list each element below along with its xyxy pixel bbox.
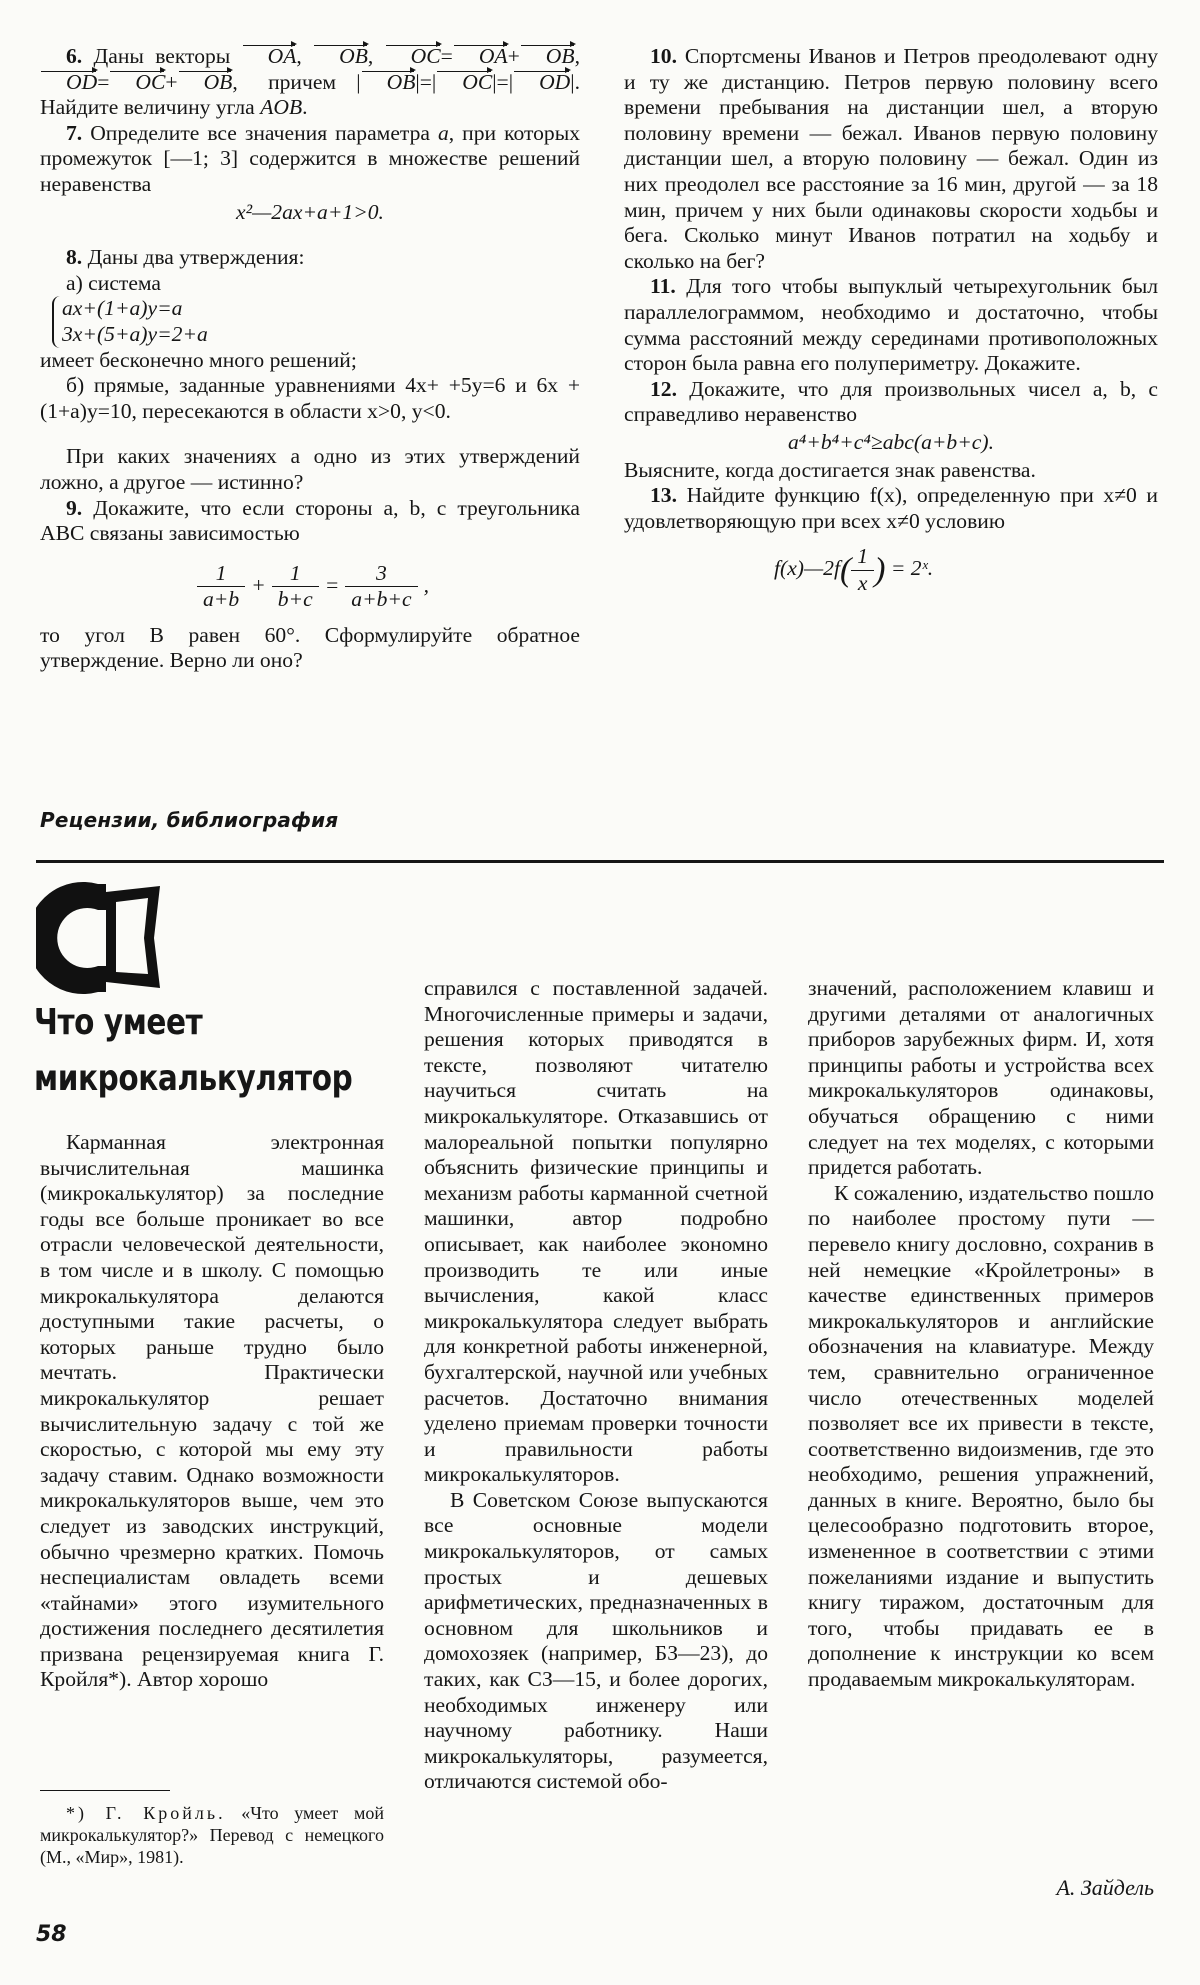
review-column-2 xyxy=(424,976,768,1795)
problem-8-system: ax+(1+a)y=a 3x+(5+a)y=2+a xyxy=(40,296,580,347)
page-number: 58 xyxy=(36,1922,67,1947)
section-label: Рецензии, библиография xyxy=(40,808,339,832)
problems-left-column xyxy=(40,44,580,674)
review-column-1 xyxy=(40,1130,384,1693)
problem-7-formula: x²—2ax+a+1>0. xyxy=(236,199,384,224)
author-signature: А. Зайдель xyxy=(1056,1875,1154,1900)
problem-8-question: При каких значениях a одно из этих утверждений ложно, а другое — истинно? xyxy=(40,444,580,494)
problem-12: 12. Докажите, что для произвольных чисел a, b, c справедливо неравенство xyxy=(624,376,1158,427)
problem-7: 7. Определите все значения параметра a, при которых промежуток [—1; 3] содержится в множестве решений неравенства xyxy=(40,120,581,196)
review-col3-paragraph-1: значений, расположением клавиш и другими деталями от аналогичных приборов зарубежных фирм. И, хотя принципы работы и устройства всех микрокалькуляторов одинаковы, обучаться обращению с ними следует на тех моделях, с которыми придется работать. xyxy=(808,976,1154,1180)
problem-9-formula: $\frac{1}{a+b}$ + $\frac{1}{b+c}$ = $\frac{3}{a+b+c}$ , xyxy=(40,561,580,613)
problem-9-tail: то угол B равен 60°. Сформулируйте обратное утверждение. Верно ли оно? xyxy=(40,622,580,673)
problem-8-a: а) система xyxy=(66,270,162,295)
problem-13: 13. Найдите функцию f(x), определенную при x≠0 и удовлетворяющую при всех x≠0 условию xyxy=(624,483,1158,533)
article-title: Что умеет микрокалькулятор xyxy=(34,1002,353,1099)
review-col2-paragraph-1: справился с поставленной задачей. Многочисленные примеры и задачи, решения которых приводятся в тексте, позволяют читателю научиться считать на микрокалькуляторе. Отказавшись от малореальной попытки популярно объяснить физические принципы и механизм работы карманной счетной машинки, автор подробно описывает, как наиболее экономно производить те или иные вычисления, какой класс микрокалькулятора следует выбрать для конкретной работы инженерной, бухгалтерской, научной или учебных расчетов. Достаточно внимания уделено приемам проверки точности и правильности работы микрокалькуляторов. xyxy=(424,976,768,1487)
section-divider xyxy=(36,860,1164,863)
review-col1-paragraph: Карманная электронная вычислительная машинка (микрокалькулятор) за последние годы все больше проникает во все отрасли человеческой деятельности, в том числе и в школу. С помощью микрокалькулятора делаются доступными такие расчеты, о которых раньше трудно было мечтать. Практически микрокалькулятор решает вычислительную задачу с той же скоростью, с которой мы ему эту задачу ставим. Однако возможности микрокалькуляторов выше, чем это следует из заводских инструкций, обычно чрезмерно кратких. Помочь неспециалистам овладеть всеми «тайнами» этого изумительного достижения последнего десятилетия призвана рецензируемая книга Г. Кройля*). Автор хорошо xyxy=(40,1130,384,1692)
problem-8-a-tail: имеет бесконечно много решений; xyxy=(40,347,357,372)
footnote: *) Г. Кройль. «Что умеет мой микрокалькулятор?» Перевод с немецкого (М., «Мир», 1981). xyxy=(40,1803,384,1867)
problem-8: 8. Даны два утверждения: xyxy=(66,245,305,270)
problem-8-b: б) прямые, заданные уравнениями 4x+ +5y=6 и 6x + (1+a)y=10, пересекаются в области x>0, y<0. xyxy=(40,373,580,423)
problems-right-column xyxy=(624,44,1158,596)
problem-10: 10. Спортсмены Иванов и Петров преодолевают одну и ту же дистанцию. Петров первую половину всего времени пребывания на дистанции шел, а вторую половину времени — бежал. Иванов первую половину дистанции шел, а вторую половину — бежал. Один из них преодолел все расстояние за 16 мин, другой — за 18 мин, причем у них были одинаковы скорости ходьбы и бега. Сколько минут Иванов потратил на ходьбу и сколько на бег? xyxy=(624,44,1158,273)
problem-11: 11. Для того чтобы выпуклый четырехугольник был параллелограммом, необходимо и достаточно, чтобы сумма расстояний между серединами противоположных сторон была равна его полупериметру. Докажите. xyxy=(624,274,1158,376)
review-col3-paragraph-2: К сожалению, издательство пошло по наиболее простому пути — перевело книгу дословно, сохранив в ней немецкие «Кройлетроны» в качестве единственных примеров микрокалькуляторов и английские обозначения на клавиатуре. Между тем, сравнительно ограниченное число отечественных моделей позволяет все их привести в тексте, соответственно видоизменив, где это необходимо, решения упражнений, данных в книге. Вероятно, было бы целесообразно подготовить второе, измененное в соответствии с этими пожеланиями издание и выпустить книгу тиражом, достаточным для того, чтобы придавать ее в дополнение к инструкции ко всем продаваемым микрокалькуляторам. xyxy=(808,1180,1154,1692)
problem-13-formula: f(x)—2f( $\frac{1}{x}$ ) = 2ˣ. xyxy=(774,544,934,595)
problem-6: 6. Даны векторы OA, OB, OC= OA+ OB, OD= OC+ OB, причем | OB|=| OC|=| OD|. Найдите величину угла AOB. xyxy=(40,44,580,120)
footnote-divider xyxy=(40,1790,170,1791)
problem-12-formula: a⁴+b⁴+c⁴≥abc(a+b+c). xyxy=(788,429,994,454)
review-column-3 xyxy=(808,976,1154,1693)
problem-9: 9. Докажите, что если стороны a, b, c треугольника ABC связаны зависимостью xyxy=(40,495,580,546)
review-col2-paragraph-2: В Советском Союзе выпускаются все основные модели микрокалькуляторов, от самых простых и дешевых арифметических, предназначенных в основном для школьников и домохозяек (например, БЗ—23), до таких, как СЗ—15, и более дорогих, необходимых инженеру или научному работнику. Наши микрокалькуляторы, разумеется, отличаются системой обо- xyxy=(424,1487,768,1794)
problem-12-tail: Выясните, когда достигается знак равенства. xyxy=(624,457,1036,482)
review-logo-icon xyxy=(36,878,166,998)
